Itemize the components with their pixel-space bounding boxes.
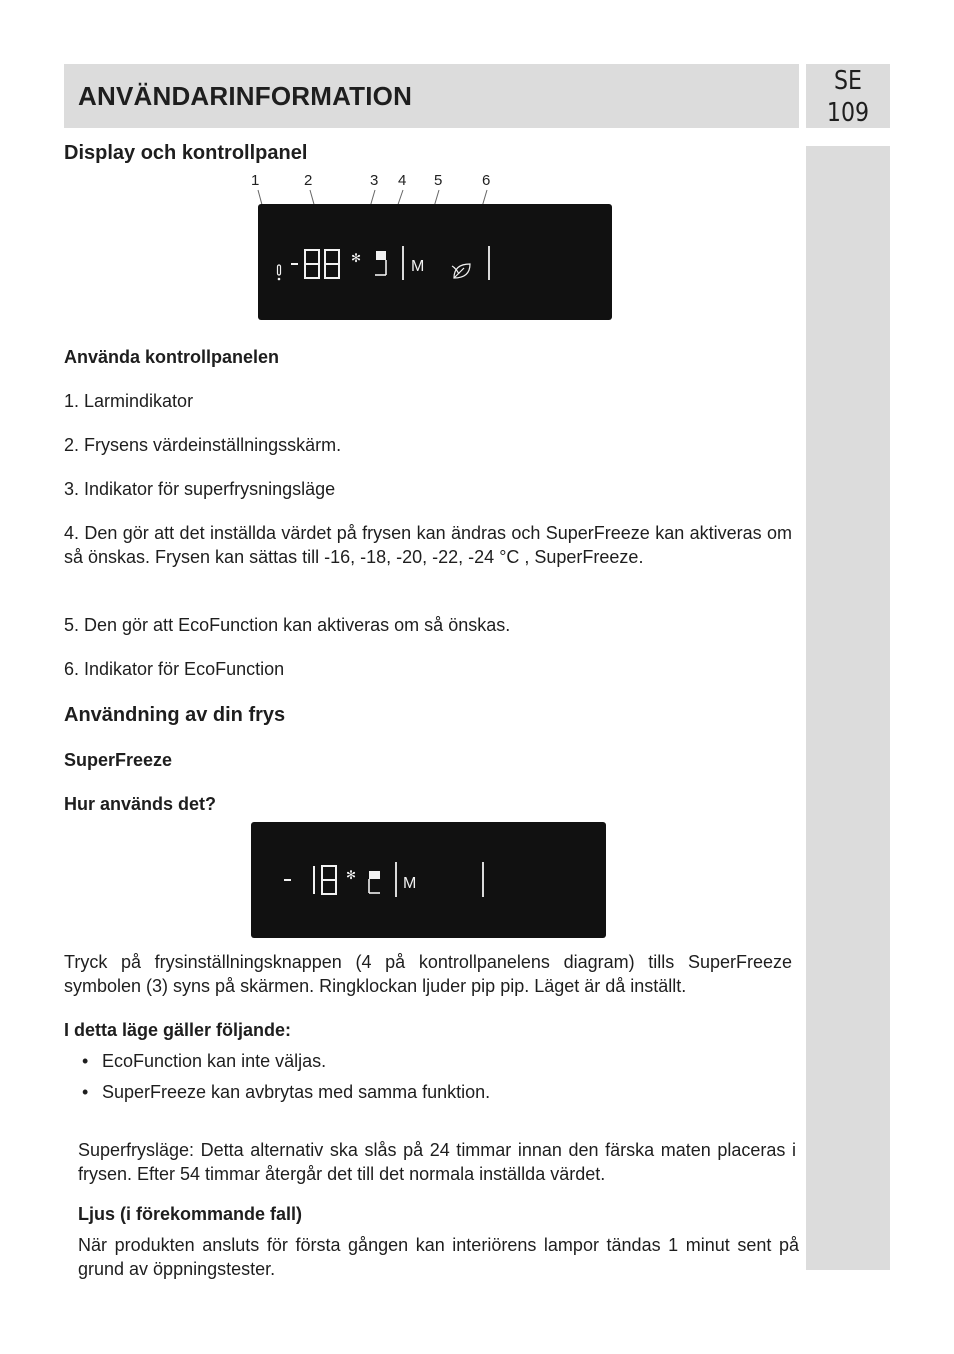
temperature-set-icon xyxy=(369,871,380,893)
superfreeze-heading: SuperFreeze xyxy=(64,750,173,770)
callout-4: 4 xyxy=(398,172,407,189)
section-title-usage: Användning av din frys xyxy=(64,704,286,726)
list-item: • EcoFunction kan inte väljas. xyxy=(82,1051,327,1071)
side-bar xyxy=(806,146,890,1270)
superfreeze-display-graphic xyxy=(251,822,606,938)
howto-heading: Hur används det? xyxy=(64,794,217,814)
callout-3: 3 xyxy=(370,172,379,189)
control-panel-graphic xyxy=(258,204,612,320)
superfreeze-snowflake-icon: ✻ xyxy=(350,251,362,265)
page-number: 109 xyxy=(826,98,870,128)
control-item-3: 3. Indikator för superfrysningsläge xyxy=(64,479,336,499)
page-number-box xyxy=(806,64,890,128)
mode-letter-m: M xyxy=(411,258,425,275)
superfreeze-note: Superfrysläge: Detta alternativ ska slås på 24 timmar innan den färska maten placeras i frysen. Efter 54 timmar återgår det till det normala inställda värdet. xyxy=(78,1140,796,1184)
eco-leaf-icon xyxy=(452,264,470,278)
control-item-5: 5. Den gör att EcoFunction kan aktiveras om så önskas. xyxy=(64,615,511,635)
page-title: ANVÄNDARINFORMATION xyxy=(78,81,413,111)
superfreeze-paragraph: Tryck på frysinställningsknappen (4 på kontrollpanelens diagram) tills SuperFreeze symbolen (3) syns på skärmen. Ringklockan ljuder pip pip. Läget är då inställt. xyxy=(64,952,792,996)
light-heading: Ljus (i förekommande fall) xyxy=(78,1204,303,1224)
mode-letter-m: M xyxy=(403,875,417,892)
alarm-icon xyxy=(278,265,281,280)
callout-5: 5 xyxy=(434,172,443,189)
temperature-set-icon xyxy=(375,251,386,275)
callout-2: 2 xyxy=(304,172,313,189)
temperature-digits xyxy=(284,866,336,894)
control-item-2: 2. Frysens värdeinställningsskärm. xyxy=(64,435,342,455)
control-item-6: 6. Indikator för EcoFunction xyxy=(64,659,285,679)
list-item: • SuperFreeze kan avbrytas med samma funktion. xyxy=(82,1082,491,1102)
callout-6: 6 xyxy=(482,172,491,189)
callout-1: 1 xyxy=(251,172,260,189)
section-title-display: Display och kontrollpanel xyxy=(64,142,308,164)
control-item-1: 1. Larmindikator xyxy=(64,391,194,411)
mode-rules-list xyxy=(64,1049,784,1104)
temperature-digits xyxy=(291,250,339,278)
control-item-4: 4. Den gör att det inställda värdet på frysen kan ändras och SuperFreeze kan aktiveras om så önskas. Frysen kan sättas till -16, -18, -20, -22, -24 °C , SuperFreeze. xyxy=(64,523,792,567)
mode-rules-heading: I detta läge gäller följande: xyxy=(64,1020,292,1040)
light-paragraph: När produkten ansluts för första gången kan interiörens lampor tändas 1 minut sent på grund av öppningstester. xyxy=(78,1235,799,1279)
superfreeze-snowflake-icon: ✻ xyxy=(345,868,357,882)
language-code: SE xyxy=(834,66,862,96)
controls-title: Använda kontrollpanelen xyxy=(64,347,280,367)
